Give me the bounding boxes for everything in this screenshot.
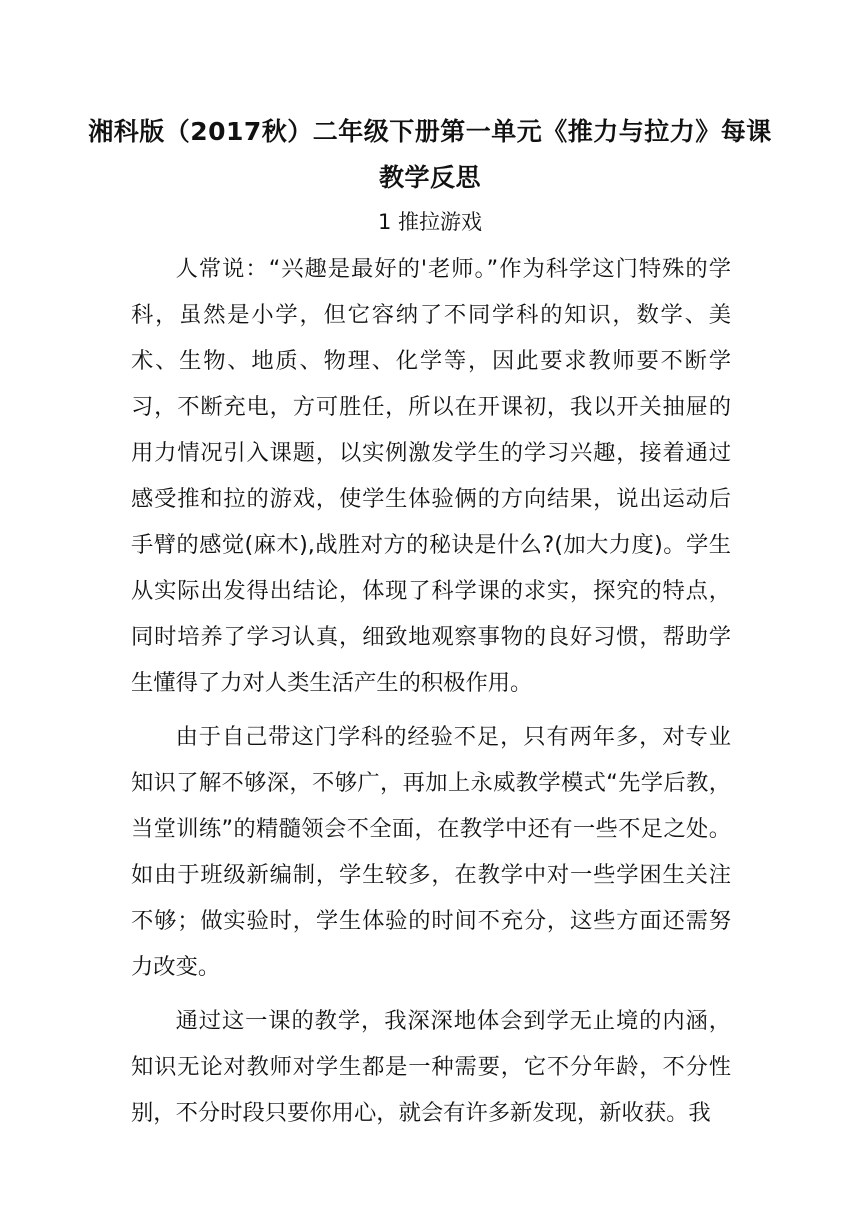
lesson-subtitle: 1 推拉游戏	[377, 210, 483, 234]
document-title-line-1: 湘科版（2017秋）二年级下册第一单元《推力与拉力》每课	[88, 117, 772, 146]
paragraph-3: 通过这一课的教学，我深深地体会到学无止境的内涵，知识无论对教师对学生都是一种需要，它不分年龄，不分性别，不分时段只要你用心，就会有许多新发现，新收获。我	[131, 1008, 731, 1126]
paragraph-2: 由于自己带这门学科的经验不足，只有两年多，对专业知识了解不够深，不够广，再加上永威教学模式“先学后教，当堂训练”的精髓领会不全面，在教学中还有一些不足之处。如由于班级新编制，学生较多，在教学中对一些学困生关注不够；做实验时，学生体验的时间不充分，这些方面还需努力改变。	[131, 724, 731, 980]
document-body	[131, 246, 731, 1136]
paragraph-1: 人常说：“兴趣是最好的'老师。”作为科学这门特殊的学科，虽然是小学，但它容纳了不同学科的知识，数学、美术、生物、地质、物理、化学等，因此要求教师要不断学习，不断充电，方可胜任，所以在开课初，我以开关抽屉的用力情况引入课题，以实例激发学生的学习兴趣，接着通过感受推和拉的游戏，使学生体验俩的方向结果，说出运动后手臂的感觉(麻木),战胜对方的秘诀是什么?(加大力度)。学生从实际出发得出结论，体现了科学课的求实，探究的特点，同时培养了学习认真，细致地观察事物的良好习惯，帮助学生懂得了力对人类生活产生的积极作用。	[131, 256, 731, 696]
document-title-line-2: 教学反思	[378, 163, 481, 192]
